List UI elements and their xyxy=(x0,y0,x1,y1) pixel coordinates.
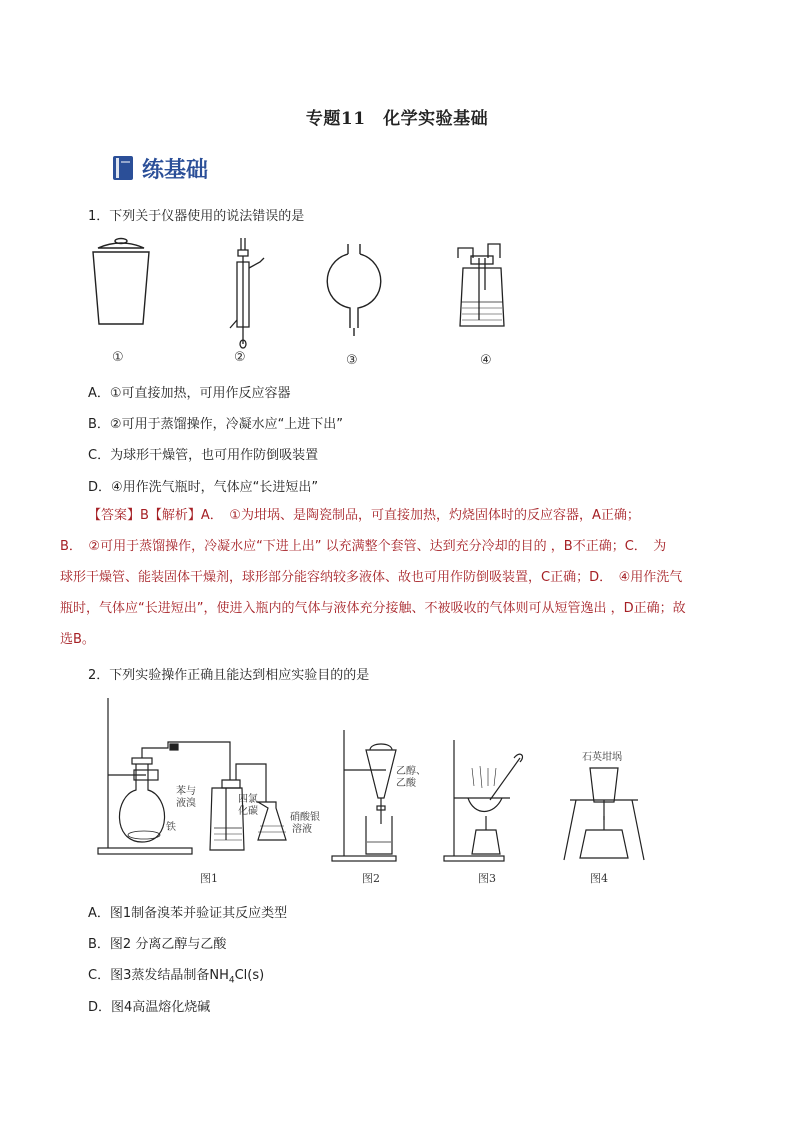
fig-1-caption: 图1 xyxy=(200,872,218,885)
q2-apparatus-figure xyxy=(90,690,650,862)
fig1-label-iron: 铁 xyxy=(166,822,176,833)
figure-2-separatory-funnel xyxy=(332,730,396,861)
question-1-stem: 1．下列关于仪器使用的说法错误的是 xyxy=(88,209,305,224)
crucible-icon xyxy=(93,239,149,325)
q1-option-b: B．②可用于蒸馏操作，冷凝水应“上进下出” xyxy=(88,417,344,432)
figure-3-evaporation xyxy=(444,740,522,861)
fig-4-caption: 图4 xyxy=(590,872,608,885)
q2-option-c xyxy=(88,964,264,986)
fig4-label: 石英坩埚 xyxy=(582,752,622,763)
question-2-stem: 2．下列实验操作正确且能达到相应实验目的的是 xyxy=(88,668,370,683)
section-header xyxy=(112,152,208,184)
fig2-label-2: 乙酸 xyxy=(396,778,416,789)
q2-option-b: B．图2 分离乙醇与乙酸 xyxy=(88,937,227,952)
q1-answer xyxy=(60,500,740,655)
q2-option-c-tail: Cl(s) xyxy=(234,968,265,983)
book-icon xyxy=(112,155,134,181)
q2-option-c-subscript: 4 xyxy=(228,975,235,986)
answer-line: 球形干燥管、能装固体干燥剂，球形部分能容纳较多液体、故也可用作防倒吸装置，C正确；D． ④用作洗气 xyxy=(60,570,683,585)
q2-option-a: A．图1制备溴苯并验证其反应类型 xyxy=(88,906,288,921)
section-label: 练基础 xyxy=(142,157,209,183)
fig-label-2: ② xyxy=(234,350,246,365)
figure-1-apparatus xyxy=(98,698,286,854)
fig-label-4: ④ xyxy=(480,353,492,368)
fig1-label-ccl4-2: 化碳 xyxy=(238,806,258,817)
figure-4-quartz-crucible xyxy=(564,768,644,860)
wash-bottle-icon xyxy=(458,244,504,326)
q1-option-a: A．①可直接加热，可用作反应容器 xyxy=(88,386,291,401)
q1-option-c: C．为球形干燥管，也可用作防倒吸装置 xyxy=(88,448,319,463)
fig1-label-ccl4-1: 四氯 xyxy=(238,794,258,805)
q2-option-d: D．图4高温熔化烧碱 xyxy=(88,1000,211,1015)
drying-tube-icon xyxy=(327,244,381,336)
q2-option-c-text: C．图3蒸发结晶制备NH xyxy=(88,968,229,983)
fig2-label-1: 乙醇、 xyxy=(396,766,426,777)
q1-apparatus-figure xyxy=(88,232,548,372)
fig-3-caption: 图3 xyxy=(478,872,496,885)
fig-2-caption: 图2 xyxy=(362,872,380,885)
fig1-label-agno3-2: 溶液 xyxy=(292,824,312,835)
answer-line: B． ②可用于蒸馏操作，冷凝水应“下进上出” 以充满整个套管、达到充分冷却的目的 ，B不正确；C． 为 xyxy=(60,539,667,554)
answer-line: 瓶时，气体应“长进短出”，使进入瓶内的气体与液体充分接触、不被吸收的气体则可从短管逸出 ，D正确；故 xyxy=(60,601,686,616)
fig1-label-benzene: 苯与 xyxy=(176,786,196,797)
q1-option-d: D．④用作洗气瓶时，气体应“长进短出” xyxy=(88,480,319,495)
fig-label-3: ③ xyxy=(346,353,358,368)
fig1-label-agno3-1: 硝酸银 xyxy=(290,812,320,823)
page-title: 专题11 化学实验基础 xyxy=(305,109,489,129)
answer-line: 【答案】B【解析】A． ①为坩埚、是陶瓷制品，可直接加热，灼烧固体时的反应容器，A正确； xyxy=(88,508,640,523)
fig1-label-bromine: 液溴 xyxy=(176,798,196,809)
answer-line: 选B。 xyxy=(60,632,95,647)
condenser-icon xyxy=(230,238,264,348)
fig-label-1: ① xyxy=(112,350,124,365)
